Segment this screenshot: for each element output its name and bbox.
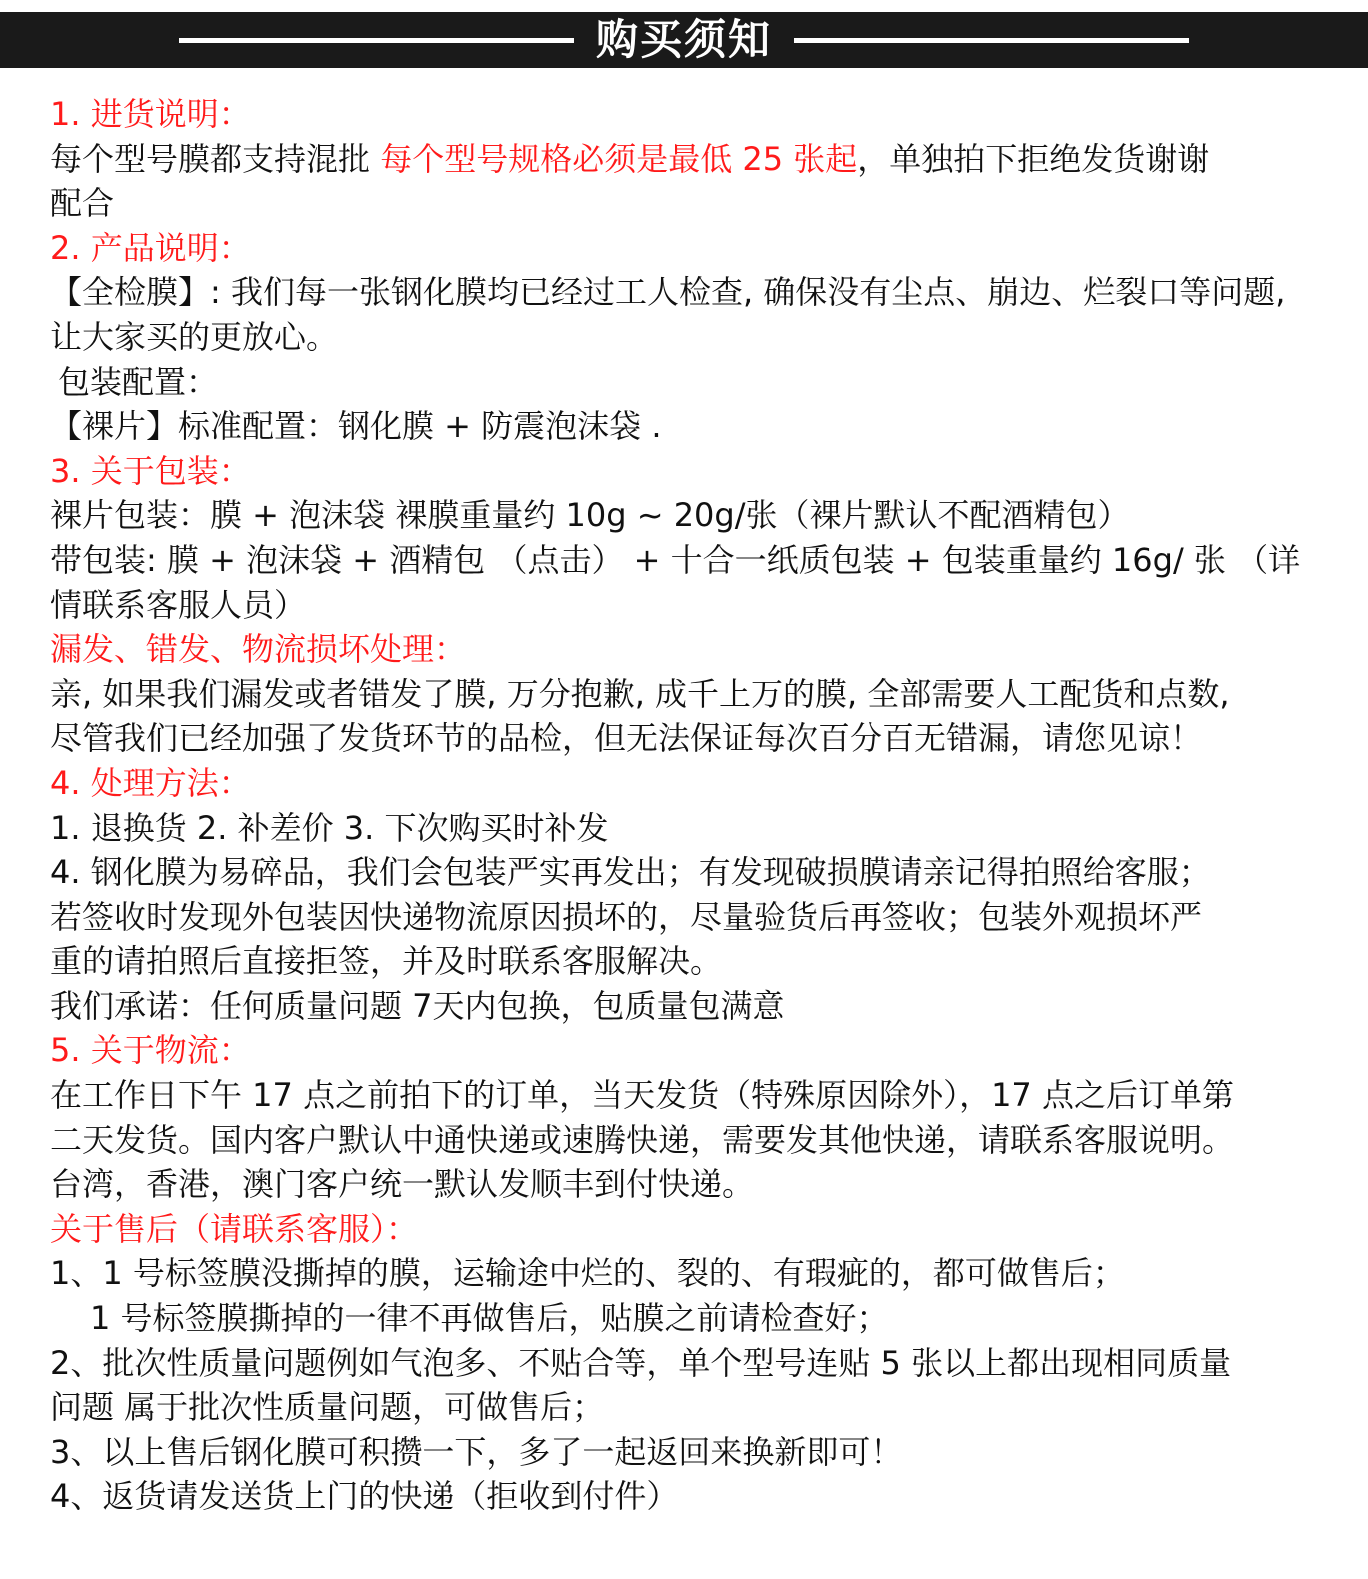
line-text: 2、批次性质量问题例如气泡多、不贴合等，单个型号连贴 5 张以上都出现相同质量: [50, 1343, 1232, 1382]
header-divider-left: [179, 38, 574, 43]
text-line: [50, 939, 1340, 984]
heading-text: 漏发、错发、物流损坏处理：: [50, 630, 467, 669]
line-text: 3、以上售后钢化膜可积攒一下，多了一起返回来换新即可！: [50, 1432, 903, 1471]
line-text: 4. 钢化膜为易碎品，我们会包装严实再发出；有发现破损膜请亲记得拍照给客服；: [50, 853, 1211, 892]
heading-text: 1. 进货说明：: [50, 95, 251, 133]
text-line: [50, 1430, 1340, 1475]
text-line: [50, 850, 1340, 895]
line-text: 亲, 如果我们漏发或者错发了膜, 万分抱歉, 成千上万的膜, 全部需要人工配货和点数,: [50, 674, 1230, 713]
line-text: 每个型号膜都支持混批: [50, 139, 381, 178]
line-text: 1 号标签膜撕掉的一律不再做售后，贴膜之前请检查好；: [90, 1299, 889, 1338]
section-heading: [50, 761, 1340, 806]
heading-text: 3. 关于包装：: [50, 451, 251, 490]
line-text: 让大家买的更放心。: [50, 317, 339, 356]
line-text: 1、1 号标签膜没撕掉的膜，运输途中烂的、裂的、有瑕疵的，都可做售后；: [50, 1254, 1125, 1293]
line-text: 问题 属于批次性质量问题，可做售后；: [50, 1388, 605, 1427]
text-line: [50, 538, 1340, 583]
header-banner: [0, 12, 1368, 68]
line-text: 我们承诺：任何质量问题 7天内包换，包质量包满意: [50, 986, 785, 1025]
text-line: [50, 270, 1340, 315]
line-text: 【全检膜】: 我们每一张钢化膜均已经过工人检查, 确保没有尘点、崩边、烂裂口等问题,: [50, 273, 1286, 312]
text-line: [50, 493, 1340, 538]
line-text: 情联系客服人员）: [50, 585, 307, 624]
line-text: 二天发货。国内客户默认中通快递或速腾快递，需要发其他快递，请联系客服说明。: [50, 1120, 1235, 1159]
page-title: 购买须知: [595, 15, 772, 64]
highlight-text: 每个型号规格必须是最低 25 张起: [380, 139, 858, 178]
text-line: [50, 137, 1340, 182]
line-text: 包装配置：: [58, 362, 219, 401]
text-line: [50, 315, 1340, 360]
line-text: 尽管我们已经加强了发货环节的品检，但无法保证每次百分百无错漏，请您见谅！: [50, 719, 1203, 758]
line-text: 配合: [50, 184, 115, 223]
text-line: [50, 1073, 1340, 1118]
text-line: [50, 1296, 1340, 1341]
text-line: [50, 181, 1340, 226]
text-line: [50, 360, 1340, 405]
line-text-after: ，单独拍下拒绝发货谢谢: [857, 139, 1210, 178]
line-text: 带包装: 膜 + 泡沫袋 + 酒精包 （点击） + 十合一纸质包装 + 包装重量约 16g/ 张 （详: [50, 540, 1301, 579]
text-line: [50, 583, 1340, 628]
text-line: [50, 404, 1340, 449]
line-text: 4、返货请发送货上门的快递（拒收到付件）: [50, 1477, 679, 1516]
section-heading: [50, 1028, 1340, 1073]
header-divider-right: [794, 38, 1189, 43]
notice-body: [50, 92, 1340, 1519]
line-text: 裸片包装：膜 + 泡沫袋 裸膜重量约 10g ~ 20g/张（裸片默认不配酒精包）: [50, 496, 1130, 535]
text-line: [50, 716, 1340, 761]
text-line: [50, 1251, 1340, 1296]
heading-text: 关于售后（请联系客服）：: [50, 1209, 419, 1248]
text-line: [50, 1162, 1340, 1207]
section-heading: [50, 449, 1340, 494]
text-line: [50, 1118, 1340, 1163]
text-line: [50, 984, 1340, 1029]
heading-text: 5. 关于物流：: [50, 1031, 251, 1070]
line-text: 台湾，香港，澳门客户统一默认发顺丰到付快递。: [50, 1165, 755, 1204]
text-line: [50, 672, 1340, 717]
section-heading: [50, 1207, 1340, 1252]
text-line: [50, 806, 1340, 851]
section-heading: [50, 92, 1340, 137]
heading-text: 2. 产品说明：: [50, 228, 251, 267]
section-heading: [50, 226, 1340, 271]
text-line: [50, 1474, 1340, 1519]
line-text: 1. 退换货 2. 补差价 3. 下次购买时补发: [50, 808, 609, 847]
text-line: [50, 1341, 1340, 1386]
text-line: [50, 895, 1340, 940]
text-line: [50, 1385, 1340, 1430]
line-text: 重的请拍照后直接拒签，并及时联系客服解决。: [50, 942, 723, 981]
line-text: 【裸片】标准配置：钢化膜 + 防震泡沫袋 .: [50, 407, 662, 446]
line-text: 在工作日下午 17 点之前拍下的订单，当天发货（特殊原因除外），17 点之后订单第: [50, 1076, 1234, 1115]
line-text: 若签收时发现外包装因快递物流原因损坏的，尽量验货后再签收；包装外观损坏严: [50, 897, 1203, 936]
section-heading: [50, 627, 1340, 672]
heading-text: 4. 处理方法：: [50, 763, 251, 802]
